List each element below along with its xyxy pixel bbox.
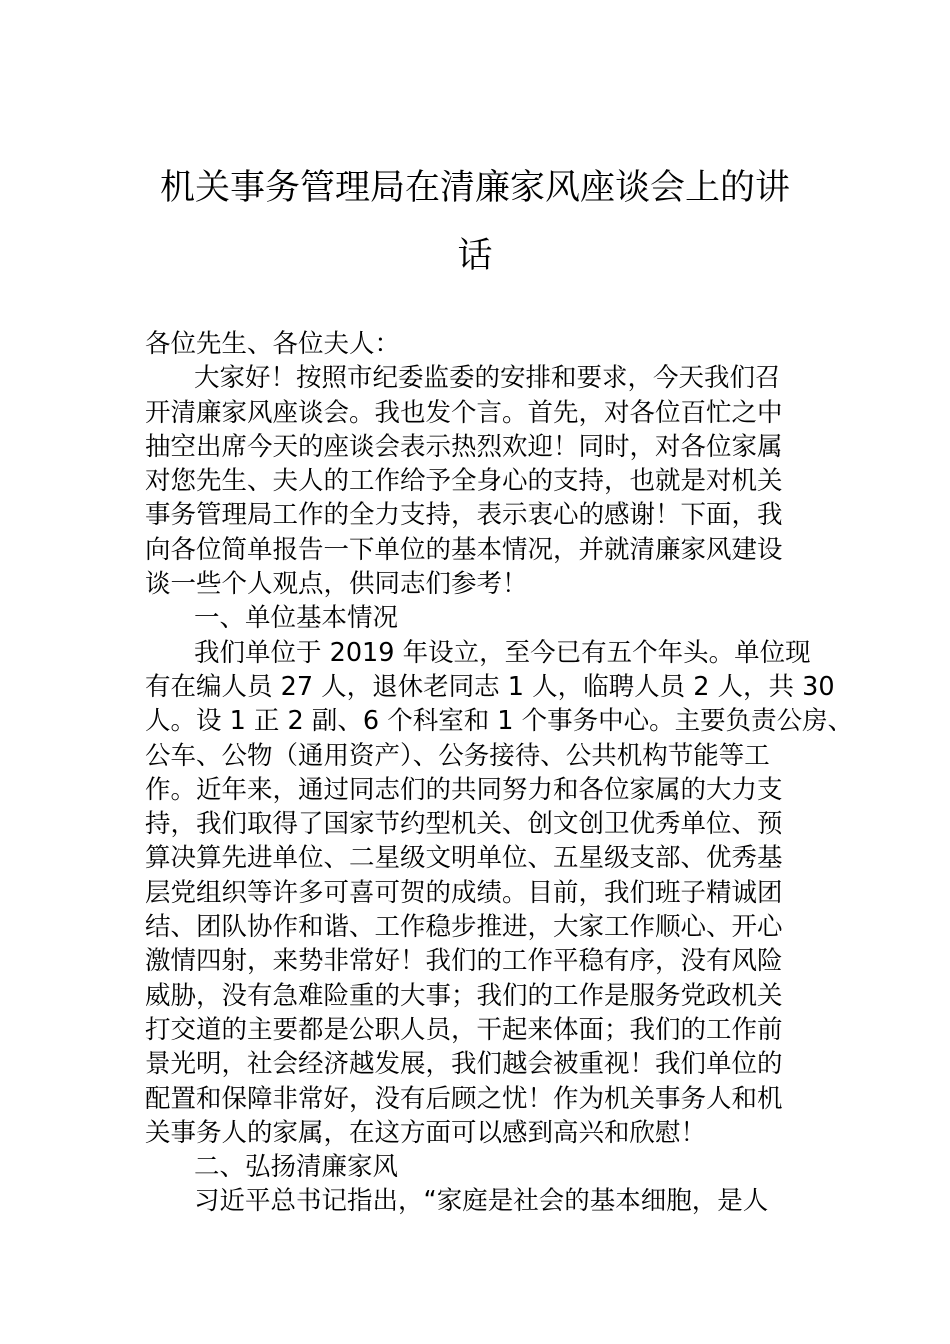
paragraph-line: 配置和保障非常好，没有后顾之忧！作为机关事务人和机	[145, 1083, 783, 1114]
paragraph-line: 结、团队协作和谐、工作稳步推进，大家工作顺心、开心	[145, 912, 783, 943]
paragraph-line: 关事务人的家属，在这方面可以感到高兴和欣慰！	[145, 1117, 707, 1148]
paragraph-line: 习近平总书记指出，“家庭是社会的基本细胞，是人	[194, 1186, 769, 1217]
paragraph-line: 威胁，没有急难险重的大事；我们的工作是服务党政机关	[145, 980, 783, 1011]
section-heading-2: 二、弘扬清廉家风	[194, 1152, 399, 1183]
paragraph-line: 向各位简单报告一下单位的基本情况，并就清廉家风建设	[145, 534, 783, 565]
paragraph-line: 景光明，社会经济越发展，我们越会被重视！我们单位的	[145, 1049, 783, 1080]
paragraph-line: 有在编人员 27 人，退休老同志 1 人，临聘人员 2 人，共 30	[145, 671, 835, 702]
paragraph-line: 对您先生、夫人的工作给予全身心的支持，也就是对机关	[145, 466, 783, 497]
paragraph-line: 作。近年来，通过同志们的共同努力和各位家属的大力支	[145, 774, 783, 805]
paragraph-line: 谈一些个人观点，供同志们参考！	[145, 569, 528, 600]
paragraph-line: 我们单位于 2019 年设立，至今已有五个年头。单位现	[194, 637, 811, 668]
paragraph-line: 层党组织等许多可喜可贺的成绩。目前，我们班子精诚团	[145, 877, 783, 908]
document-body	[145, 327, 854, 1219]
salutation: 各位先生、各位夫人：	[145, 329, 401, 359]
document-title-line-2: 话	[457, 236, 493, 276]
paragraph-line: 激情四射，来势非常好！我们的工作平稳有序，没有风险	[145, 946, 783, 977]
paragraph-line: 打交道的主要都是公职人员，干起来体面；我们的工作前	[145, 1014, 783, 1045]
document-title-line-1: 机关事务管理局在清廉家风座谈会上的讲	[159, 168, 790, 208]
paragraph-line: 事务管理局工作的全力支持，表示衷心的感谢！下面，我	[145, 500, 783, 531]
paragraph-line: 公车、公物（通用资产）、公务接待、公共机构节能等工	[145, 740, 770, 771]
paragraph-line: 大家好！按照市纪委监委的安排和要求，今天我们召	[194, 363, 781, 394]
paragraph-line: 抽空出席今天的座谈会表示热烈欢迎！同时，对各位家属	[145, 431, 783, 462]
paragraph-line: 开清廉家风座谈会。我也发个言。首先，对各位百忙之中	[145, 397, 783, 428]
section-heading-1: 一、单位基本情况	[194, 603, 399, 634]
paragraph-line: 人。设 1 正 2 副、6 个科室和 1 个事务中心。主要负责公房、	[145, 706, 854, 737]
paragraph-line: 持，我们取得了国家节约型机关、创文创卫优秀单位、预	[145, 809, 783, 840]
paragraph-line: 算决算先进单位、二星级文明单位、五星级支部、优秀基	[145, 843, 783, 874]
